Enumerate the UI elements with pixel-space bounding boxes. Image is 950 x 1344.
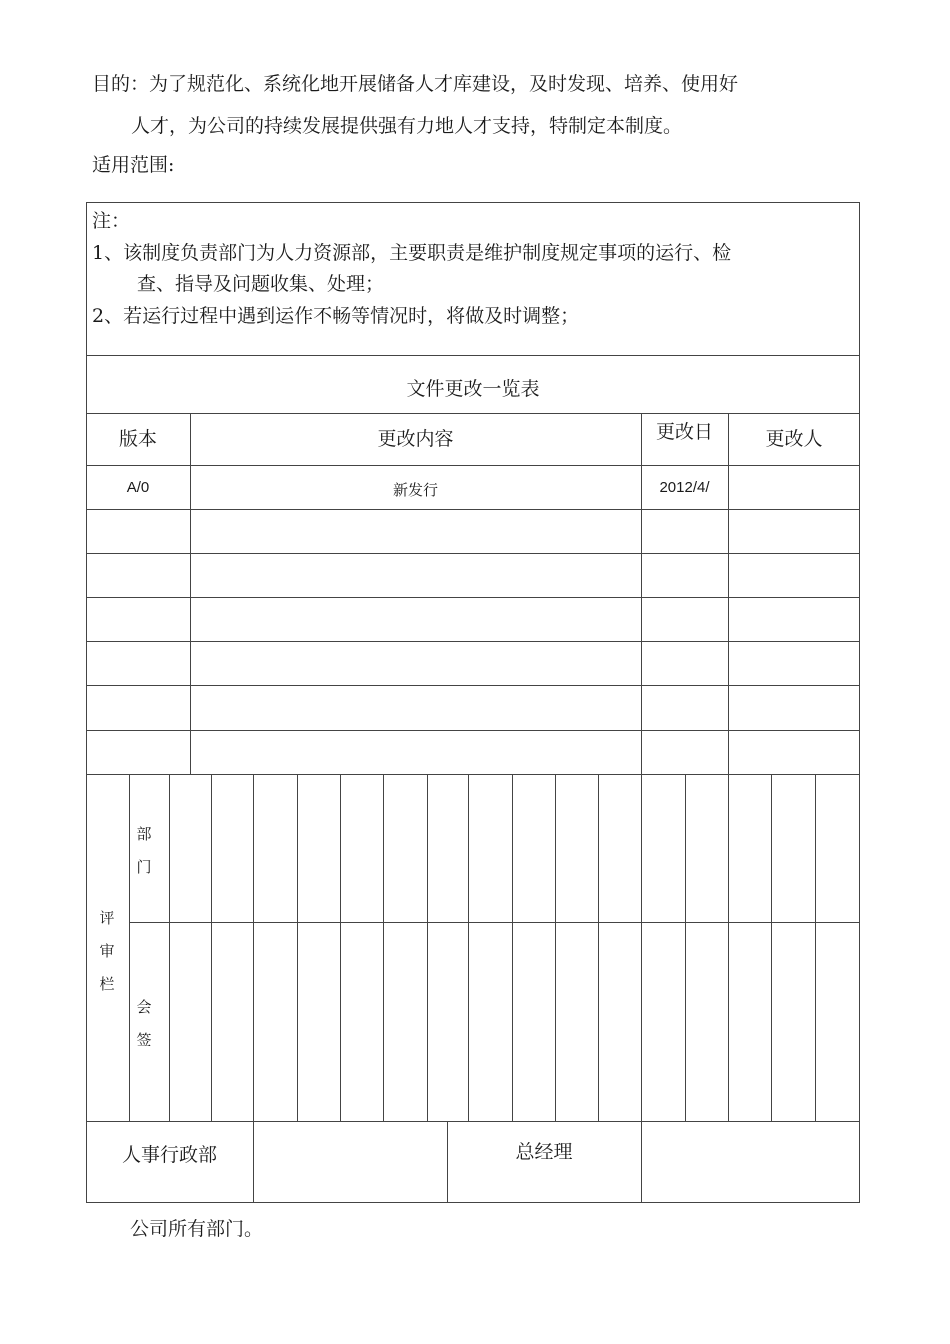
header-version: 版本 xyxy=(118,428,157,450)
header-date: 更改日 xyxy=(655,421,713,443)
header-content: 更改内容 xyxy=(377,428,454,450)
sign-label xyxy=(134,991,154,1057)
notes-title: 注： xyxy=(92,210,131,232)
row-1-version: A/0 xyxy=(126,479,150,496)
scope-label: 适用范围: xyxy=(92,154,175,176)
scope-value: 公司所有部门。 xyxy=(130,1218,264,1240)
review-char-3: 栏 xyxy=(99,975,115,993)
hr-label: 人事行政部 xyxy=(121,1144,217,1166)
gm-label: 总经理 xyxy=(515,1141,573,1163)
review-char-1: 评 xyxy=(99,909,115,927)
review-label xyxy=(97,902,117,1001)
sign-char-2: 签 xyxy=(136,1031,152,1049)
purpose-line-2: 人才，为公司的持续发展提供强有力地人才支持，特制定本制度。 xyxy=(131,115,683,137)
row-1-date: 2012/4/ xyxy=(659,479,710,496)
note-item-1-line-2: 查、指导及问题收集、处理； xyxy=(137,273,385,295)
change-table-title: 文件更改一览表 xyxy=(406,378,540,400)
purpose-line-1: 目的：为了规范化、系统化地开展储备人才库建设，及时发现、培养、使用好 xyxy=(92,73,739,95)
sign-char-1: 会 xyxy=(136,998,152,1016)
row-1-content: 新发行 xyxy=(392,482,438,499)
dept-char-2: 门 xyxy=(136,858,152,876)
form-table xyxy=(86,202,860,1203)
header-person: 更改人 xyxy=(765,428,823,450)
dept-char-1: 部 xyxy=(136,825,152,843)
note-item-1-line-1: 1、该制度负责部门为人力资源部，主要职责是维护制度规定事项的运行、检 xyxy=(92,242,732,264)
note-item-2: 2、若运行过程中遇到运作不畅等情况时，将做及时调整； xyxy=(92,305,580,327)
dept-label xyxy=(134,818,154,884)
review-char-2: 审 xyxy=(99,942,115,960)
